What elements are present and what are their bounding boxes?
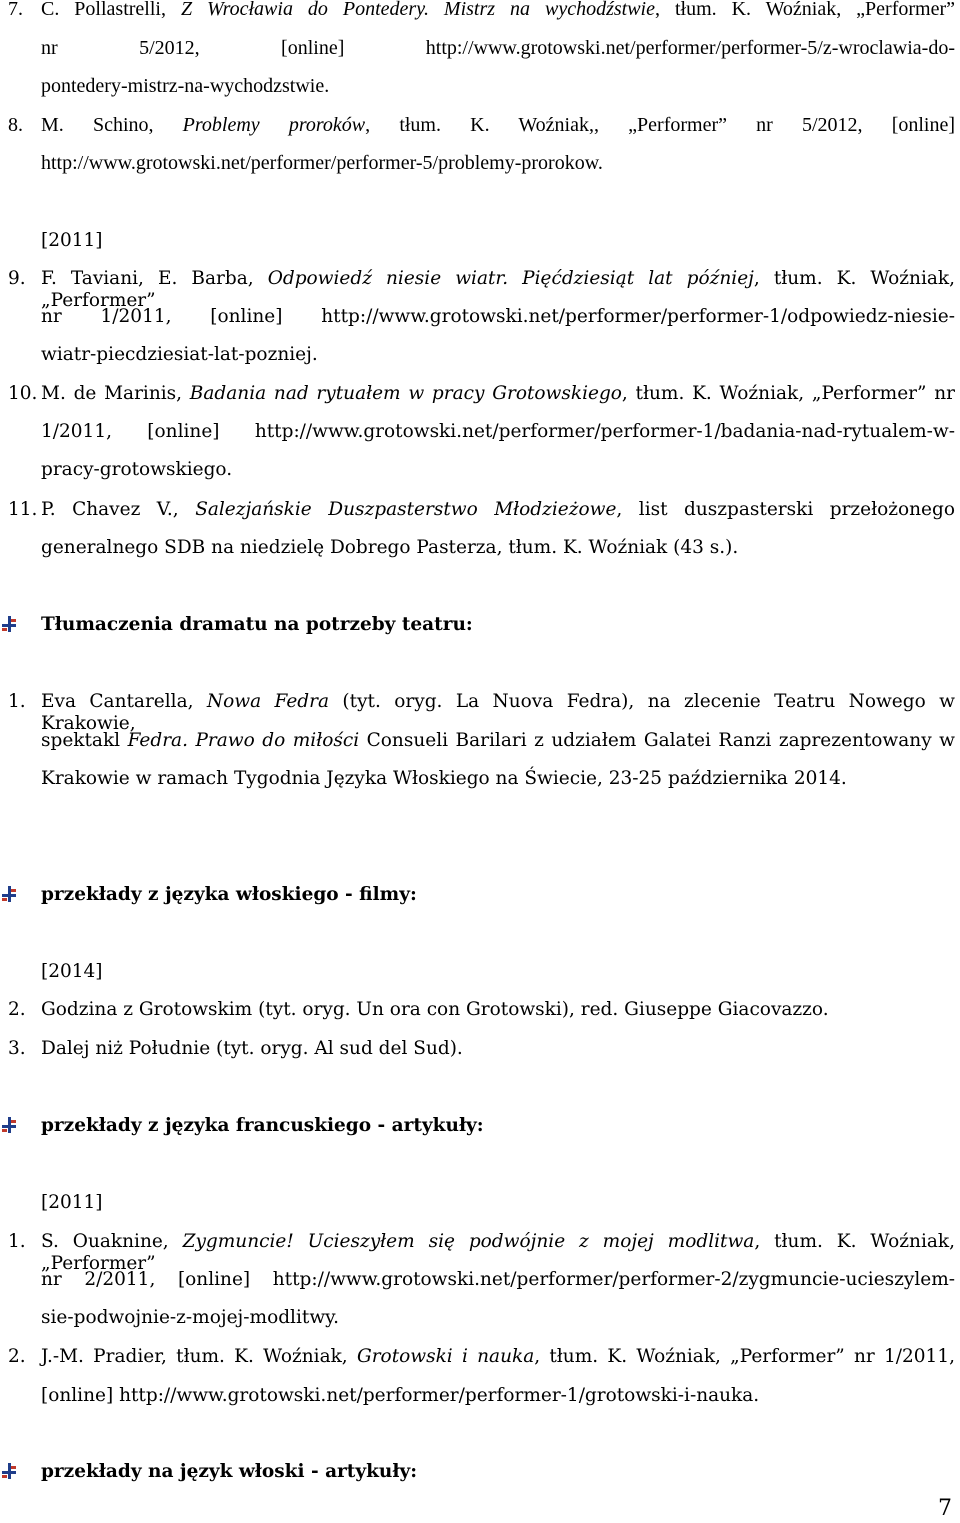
list-item: F. Taviani, E. Barba, Odpowiedź niesie wiatr. Pięćdziesiąt lat później, tłum. K. Woźniak, „Performer” [41, 268, 955, 311]
flag-bullet-icon [2, 1116, 20, 1134]
year-label: [2014] [41, 961, 103, 982]
list-item: Dalej niż Południe (tyt. oryg. Al sud del Sud). [41, 1038, 463, 1059]
list-number: 2. [8, 999, 26, 1020]
year-label: [2011] [41, 230, 103, 251]
list-item-line: nr 1/2011, [online] http://www.grotowski.net/performer/performer-1/odpowiedz-niesie- [41, 306, 955, 327]
list-item-line: Krakowie w ramach Tygodnia Języka Włoskiego na Świecie, 23-25 października 2014. [41, 768, 847, 789]
list-number: 7. [8, 0, 23, 20]
list-item: M. de Marinis, Badania nad rytuałem w pracy Grotowskiego, tłum. K. Woźniak, „Performer” nr [41, 383, 955, 404]
list-number: 10. [8, 383, 38, 404]
list-item-line: 1/2011, [online] http://www.grotowski.net/performer/performer-1/badania-nad-rytualem-w- [41, 421, 955, 442]
list-number: 11. [8, 499, 38, 520]
list-item-line: spektakl Fedra. Prawo do miłości Consueli Barilari z udziałem Galatei Ranzi zaprezentowany w [41, 730, 956, 751]
page-number: 7 [938, 1496, 952, 1521]
list-number: 1. [8, 691, 26, 712]
list-item: S. Ouaknine, Zygmuncie! Ucieszyłem się podwójnie z mojej modlitwa, tłum. K. Woźniak, „Performer” [41, 1231, 955, 1274]
list-item: Godzina z Grotowskim (tyt. oryg. Un ora con Grotowski), red. Giuseppe Giacovazzo. [41, 999, 829, 1020]
flag-bullet-icon [2, 615, 20, 633]
list-item-line: http://www.grotowski.net/performer/performer-5/problemy-prorokow. [41, 152, 603, 174]
year-label: [2011] [41, 1192, 103, 1213]
list-number: 8. [8, 114, 23, 136]
list-number: 3. [8, 1038, 26, 1059]
list-item: C. Pollastrelli, Z Wrocławia do Pontedery. Mistrz na wychodźstwie, tłum. K. Woźniak, „Performer” [41, 0, 956, 20]
list-item: J.-M. Pradier, tłum. K. Woźniak, Grotowski i nauka, tłum. K. Woźniak, „Performer” nr 1/2011, [41, 1346, 955, 1367]
flag-bullet-icon [2, 1462, 20, 1480]
section-heading: przekłady z języka francuskiego - artykuły: [41, 1115, 484, 1136]
list-number: 2. [8, 1346, 26, 1367]
list-number: 9. [8, 268, 26, 289]
list-item-line: [online] http://www.grotowski.net/performer/performer-1/grotowski-i-nauka. [41, 1385, 760, 1406]
list-item: P. Chavez V., Salezjańskie Duszpasterstwo Młodzieżowe, list duszpasterski przełożonego [41, 499, 955, 520]
list-item-line: nr 5/2012, [online] http://www.grotowski.net/performer/performer-5/z-wroclawia-do- [41, 37, 955, 59]
section-heading: przekłady na język włoski - artykuły: [41, 1461, 418, 1482]
list-item: M. Schino, Problemy proroków, tłum. K. Woźniak,, „Performer” nr 5/2012, [online] [41, 114, 955, 136]
list-item-line: wiatr-piecdziesiat-lat-pozniej. [41, 344, 318, 365]
flag-bullet-icon [2, 885, 20, 903]
list-item-line: nr 2/2011, [online] http://www.grotowski.net/performer/performer-2/zygmuncie-ucieszylem- [41, 1269, 955, 1290]
list-item-line: pontedery-mistrz-na-wychodzstwie. [41, 75, 330, 97]
list-item-line: sie-podwojnie-z-mojej-modlitwy. [41, 1307, 340, 1328]
list-item-line: generalnego SDB na niedzielę Dobrego Pasterza, tłum. K. Woźniak (43 s.). [41, 537, 739, 558]
section-heading: przekłady z języka włoskiego - filmy: [41, 884, 417, 905]
list-item-line: pracy-grotowskiego. [41, 459, 233, 480]
list-item: Eva Cantarella, Nowa Fedra (tyt. oryg. La Nuova Fedra), na zlecenie Teatru Nowego w Krakowie, [41, 691, 955, 734]
section-heading: Tłumaczenia dramatu na potrzeby teatru: [41, 614, 473, 635]
list-number: 1. [8, 1231, 26, 1252]
